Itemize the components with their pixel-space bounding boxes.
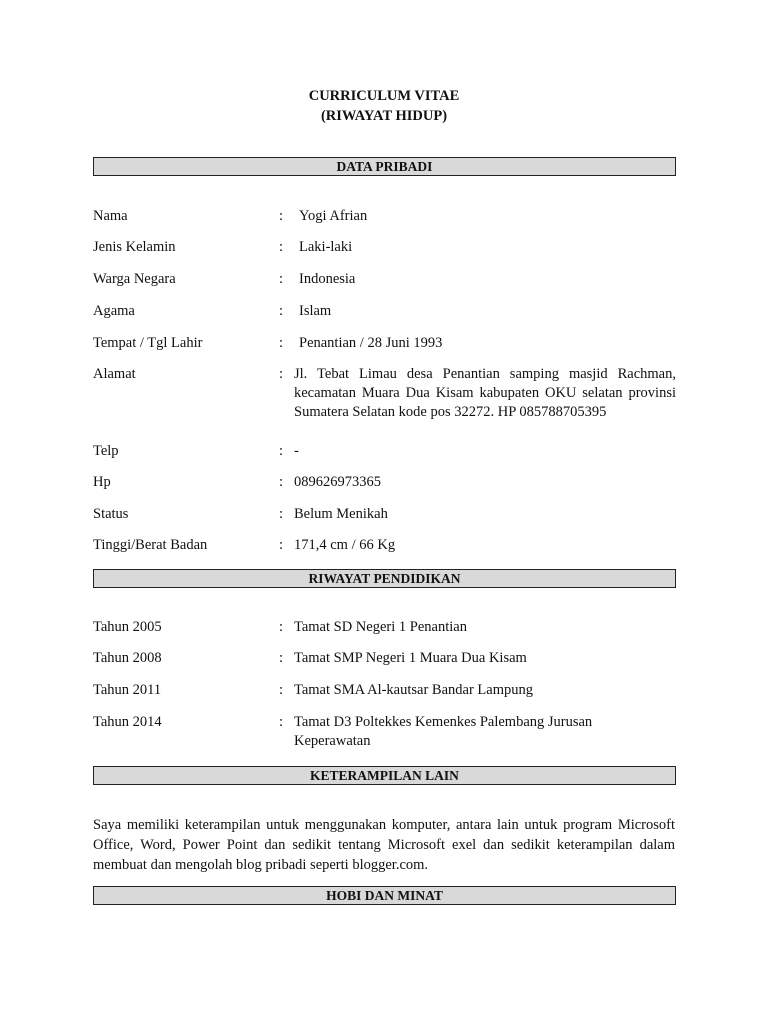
section-header-personal: DATA PRIBADI	[93, 157, 676, 176]
field-colon: :	[279, 335, 284, 351]
field-label: Telp	[93, 443, 119, 459]
field-colon: :	[279, 443, 284, 459]
education-detail: Tamat D3 Poltekkes Kemenkes Palembang Jurusan Keperawatan	[294, 714, 593, 749]
field-value: Islam	[299, 303, 332, 319]
field-colon: :	[279, 650, 284, 666]
document-subtitle: (RIWAYAT HIDUP)	[320, 108, 448, 124]
education-detail: Tamat SD Negeri 1 Penantian	[294, 619, 467, 635]
field-colon: :	[279, 474, 284, 490]
field-value: Laki-laki	[299, 239, 353, 255]
field-label: Nama	[93, 208, 128, 224]
field-value: Belum Menikah	[294, 506, 388, 522]
education-detail: Tamat SMP Negeri 1 Muara Dua Kisam	[294, 650, 527, 666]
field-value: Penantian / 28 Juni 1993	[299, 335, 443, 351]
field-label: Status	[93, 506, 129, 522]
field-colon: :	[279, 271, 284, 287]
field-value: 089626973365	[294, 474, 381, 490]
section-header-education: RIWAYAT PENDIDIKAN	[93, 569, 676, 588]
field-colon: :	[279, 537, 284, 553]
field-label: Agama	[93, 303, 135, 319]
education-detail: Tamat SMA Al-kautsar Bandar Lampung	[294, 682, 533, 698]
field-colon: :	[279, 366, 284, 382]
document-title: CURRICULUM VITAE	[308, 88, 460, 104]
field-colon: :	[279, 619, 284, 635]
field-colon: :	[279, 714, 284, 730]
field-value: Yogi Afrian	[299, 208, 368, 224]
field-value: Jl. Tebat Limau desa Penantian samping masjid Rachman, kecamatan Muara Dua Kisam kabupaten OKU selatan provinsi Sumatera Selatan kode pos 32272. HP 085788705395	[294, 366, 676, 420]
field-label: Tempat / Tgl Lahir	[93, 335, 203, 351]
education-year: Tahun 2011	[93, 682, 162, 698]
field-label: Hp	[93, 474, 111, 490]
field-colon: :	[279, 303, 284, 319]
section-header-skills: KETERAMPILAN LAIN	[93, 766, 676, 785]
field-colon: :	[279, 682, 284, 698]
field-value: 171,4 cm / 66 Kg	[294, 537, 396, 553]
skills-paragraph: Saya memiliki keterampilan untuk menggunakan komputer, antara lain untuk program Microsoft Office, Word, Power Point dan sedikit tentang Microsoft exel dan sedikit keterampilan dalam membuat dan mengolah blog pribadi seperti blogger.com.	[93, 817, 675, 873]
field-colon: :	[279, 239, 284, 255]
field-value: -	[294, 443, 299, 459]
field-label: Warga Negara	[93, 271, 176, 287]
field-label: Tinggi/Berat Badan	[93, 537, 208, 553]
field-value: Indonesia	[299, 271, 356, 287]
section-header-hobbies: HOBI DAN MINAT	[93, 886, 676, 905]
field-colon: :	[279, 208, 284, 224]
field-label: Alamat	[93, 366, 136, 382]
field-label: Jenis Kelamin	[93, 239, 176, 255]
education-year: Tahun 2008	[93, 650, 162, 666]
field-colon: :	[279, 506, 284, 522]
education-year: Tahun 2005	[93, 619, 162, 635]
education-year: Tahun 2014	[93, 714, 162, 730]
